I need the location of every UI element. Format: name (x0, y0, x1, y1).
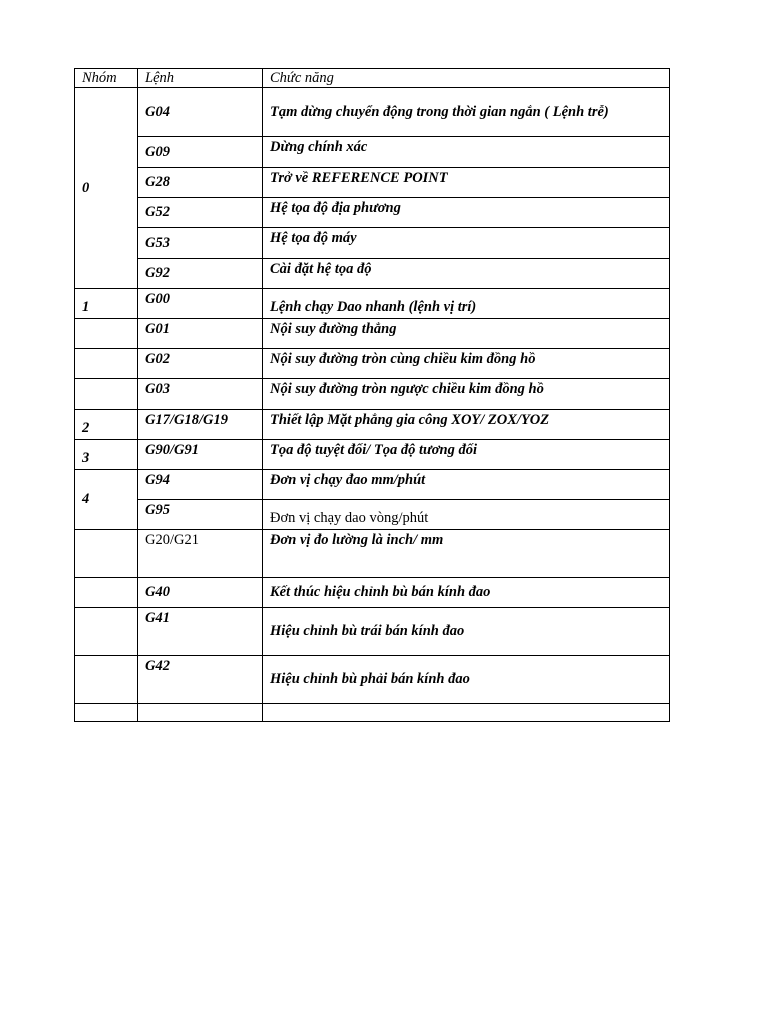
function-cell: Trở về REFERENCE POINT (263, 168, 670, 198)
group-cell: 1 (75, 289, 138, 319)
function-cell: Hiệu chỉnh bù phải bán kính đao (263, 656, 670, 704)
function-cell: Hiệu chỉnh bù trái bán kính đao (263, 608, 670, 656)
command-cell: G03 (138, 379, 263, 410)
table-row (75, 656, 670, 704)
table-row (75, 259, 670, 289)
table-row (75, 440, 670, 470)
header-function: Chức năng (263, 69, 670, 88)
header-group: Nhóm (75, 69, 138, 88)
group-cell-empty (75, 379, 138, 410)
group-cell-empty (75, 319, 138, 349)
command-cell: G42 (138, 656, 263, 704)
command-cell: G17/G18/G19 (138, 410, 263, 440)
command-cell: G02 (138, 349, 263, 379)
command-cell: G20/G21 (138, 530, 263, 578)
command-cell: G95 (138, 500, 263, 530)
group-cell-empty (75, 578, 138, 608)
command-cell: G01 (138, 319, 263, 349)
function-cell: Đơn vị chạy đao mm/phút (263, 470, 670, 500)
function-cell: Hệ tọa độ máy (263, 228, 670, 259)
table-row (75, 470, 670, 500)
function-cell: Lệnh chạy Dao nhanh (lệnh vị trí) (263, 289, 670, 319)
group-cell-empty (75, 349, 138, 379)
table-row (75, 319, 670, 349)
empty-cell (263, 704, 670, 722)
table-row (75, 137, 670, 168)
table-row (75, 379, 670, 410)
table-row (75, 289, 670, 319)
table-row (75, 168, 670, 198)
function-cell: Kết thúc hiệu chỉnh bù bán kính đao (263, 578, 670, 608)
table-row (75, 88, 670, 137)
command-cell: G40 (138, 578, 263, 608)
gcode-table (74, 68, 670, 722)
group-cell-empty (75, 656, 138, 704)
function-cell: Cài đặt hệ tọa độ (263, 259, 670, 289)
function-cell: Tọa độ tuyệt đối/ Tọa độ tương đối (263, 440, 670, 470)
group-cell: 4 (75, 470, 138, 530)
group-cell-empty (75, 608, 138, 656)
table-row (75, 608, 670, 656)
command-cell: G94 (138, 470, 263, 500)
table-row (75, 578, 670, 608)
command-cell: G41 (138, 608, 263, 656)
table-header-row (75, 69, 670, 88)
group-cell: 2 (75, 410, 138, 440)
command-cell: G52 (138, 198, 263, 228)
table-row (75, 500, 670, 530)
function-cell: Thiết lập Mặt phẳng gia công XOY/ ZOX/YOZ (263, 410, 670, 440)
function-cell: Hệ tọa độ địa phương (263, 198, 670, 228)
command-cell: G04 (138, 88, 263, 137)
function-cell: Dừng chính xác (263, 137, 670, 168)
group-cell: 3 (75, 440, 138, 470)
group-cell-empty (75, 530, 138, 578)
command-cell: G92 (138, 259, 263, 289)
function-cell: Nội suy đường thẳng (263, 319, 670, 349)
header-command: Lệnh (138, 69, 263, 88)
table-row-empty (75, 704, 670, 722)
empty-cell (75, 704, 138, 722)
command-cell: G09 (138, 137, 263, 168)
function-cell: Tạm dừng chuyển động trong thời gian ngắn ( Lệnh trễ) (263, 88, 670, 137)
function-cell: Nội suy đường tròn ngược chiều kim đồng hồ (263, 379, 670, 410)
table-row (75, 228, 670, 259)
function-cell: Nội suy đường tròn cùng chiều kim đồng hồ (263, 349, 670, 379)
group-cell: 0 (75, 88, 138, 289)
command-cell: G53 (138, 228, 263, 259)
command-cell: G28 (138, 168, 263, 198)
command-cell: G90/G91 (138, 440, 263, 470)
function-cell: Đơn vị chạy dao vòng/phút (263, 500, 670, 530)
function-cell: Đơn vị đo lường là inch/ mm (263, 530, 670, 578)
table-row (75, 410, 670, 440)
table-row (75, 198, 670, 228)
table-row (75, 530, 670, 578)
empty-cell (138, 704, 263, 722)
command-cell: G00 (138, 289, 263, 319)
table-row (75, 349, 670, 379)
